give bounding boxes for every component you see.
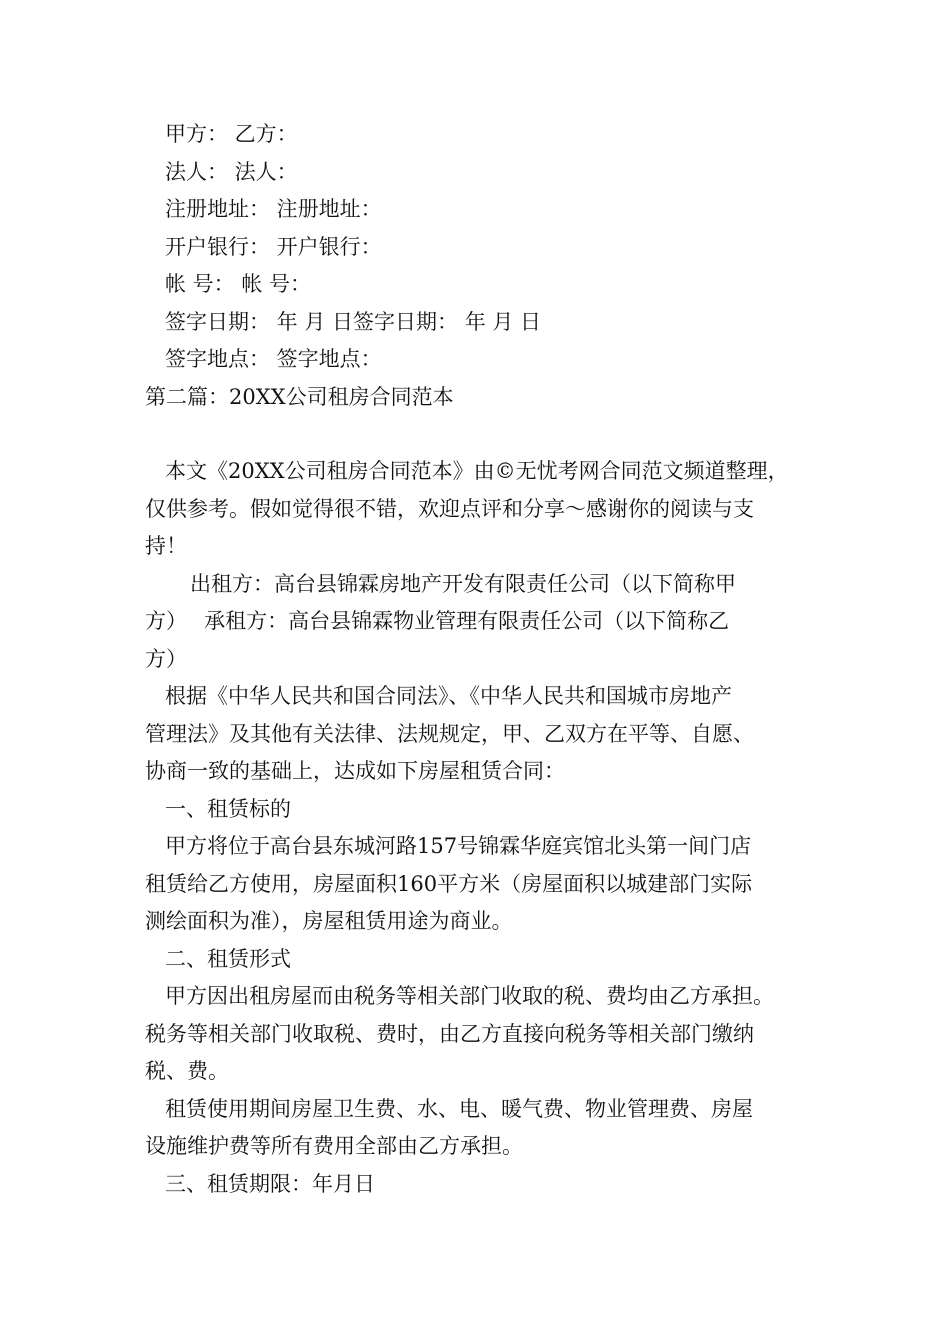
blank-line bbox=[145, 416, 815, 453]
signature-address-line: 注册地址： 注册地址： bbox=[165, 197, 382, 221]
clause-line: 租赁使用期间房屋卫生费、水、电、暖气费、物业管理费、房屋 bbox=[165, 1096, 753, 1121]
document-body bbox=[145, 116, 815, 1203]
clause-line: 甲方将位于高台县东城河路157号锦霖华庭宾馆北头第一间门店 bbox=[165, 834, 752, 858]
clause-line: 甲方因出租房屋而由税务等相关部门收取的税、费均由乙方承担。 bbox=[165, 984, 774, 1008]
signature-date-line: 签字日期： 年 月 日签字日期： 年 月 日 bbox=[165, 309, 542, 334]
clause-line: 测绘面积为准），房屋租赁用途为商业。 bbox=[145, 909, 513, 933]
clause-title: 三、租赁期限：年月日 bbox=[165, 1171, 375, 1196]
basis-line: 管理法》及其他有关法律、法规规定，甲、乙双方在平等、自愿、 bbox=[145, 721, 754, 746]
signature-bank-line: 开户银行： 开户银行： bbox=[165, 234, 382, 259]
basis-line: 协商一致的基础上，达成如下房屋租赁合同： bbox=[145, 759, 565, 783]
clause-line: 租赁给乙方使用，房屋面积160平方米（房屋面积以城建部门实际 bbox=[145, 871, 753, 896]
parties-line: 方） bbox=[145, 646, 187, 671]
clause-title: 二、租赁形式 bbox=[165, 946, 291, 971]
basis-line: 根据《中华人民共和国合同法》、《中华人民共和国城市房地产 bbox=[165, 684, 732, 708]
parties-paragraph bbox=[145, 566, 815, 679]
signature-place-line: 签字地点： 签字地点： bbox=[165, 347, 382, 371]
parties-line: 方） 承租方：高台县锦霖物业管理有限责任公司（以下简称乙 bbox=[145, 609, 730, 633]
basis-paragraph bbox=[145, 678, 815, 791]
intro-line: 仅供参考。假如觉得很不错，欢迎点评和分享～感谢你的阅读与支 bbox=[145, 496, 754, 521]
signature-account-line: 帐 号： 帐 号： bbox=[165, 272, 312, 296]
intro-line: 持！ bbox=[145, 534, 187, 558]
parties-line: 出租方：高台县锦霖房地产开发有限责任公司（以下简称甲 bbox=[190, 571, 736, 596]
clause-line: 设施维护费等所有费用全部由乙方承担。 bbox=[145, 1134, 523, 1158]
clause-line: 税、费。 bbox=[145, 1059, 229, 1083]
clause-title: 一、租赁标的 bbox=[165, 796, 291, 821]
section-title: 第二篇：20XX公司租房合同范本 bbox=[145, 384, 454, 409]
intro-line: 本文《20XX公司租房合同范本》由©无忧考网合同范文频道整理， bbox=[165, 459, 789, 483]
signature-block bbox=[145, 116, 815, 379]
intro-paragraph bbox=[145, 453, 815, 566]
signature-parties-line: 甲方： 乙方： bbox=[165, 122, 298, 146]
clause-line: 税务等相关部门收取税、费时，由乙方直接向税务等相关部门缴纳 bbox=[145, 1021, 754, 1046]
signature-legal-person-line: 法人： 法人： bbox=[165, 159, 298, 184]
clause-lease-form bbox=[145, 941, 815, 1166]
clause-lease-term bbox=[145, 1166, 815, 1204]
clause-lease-subject bbox=[145, 791, 815, 941]
